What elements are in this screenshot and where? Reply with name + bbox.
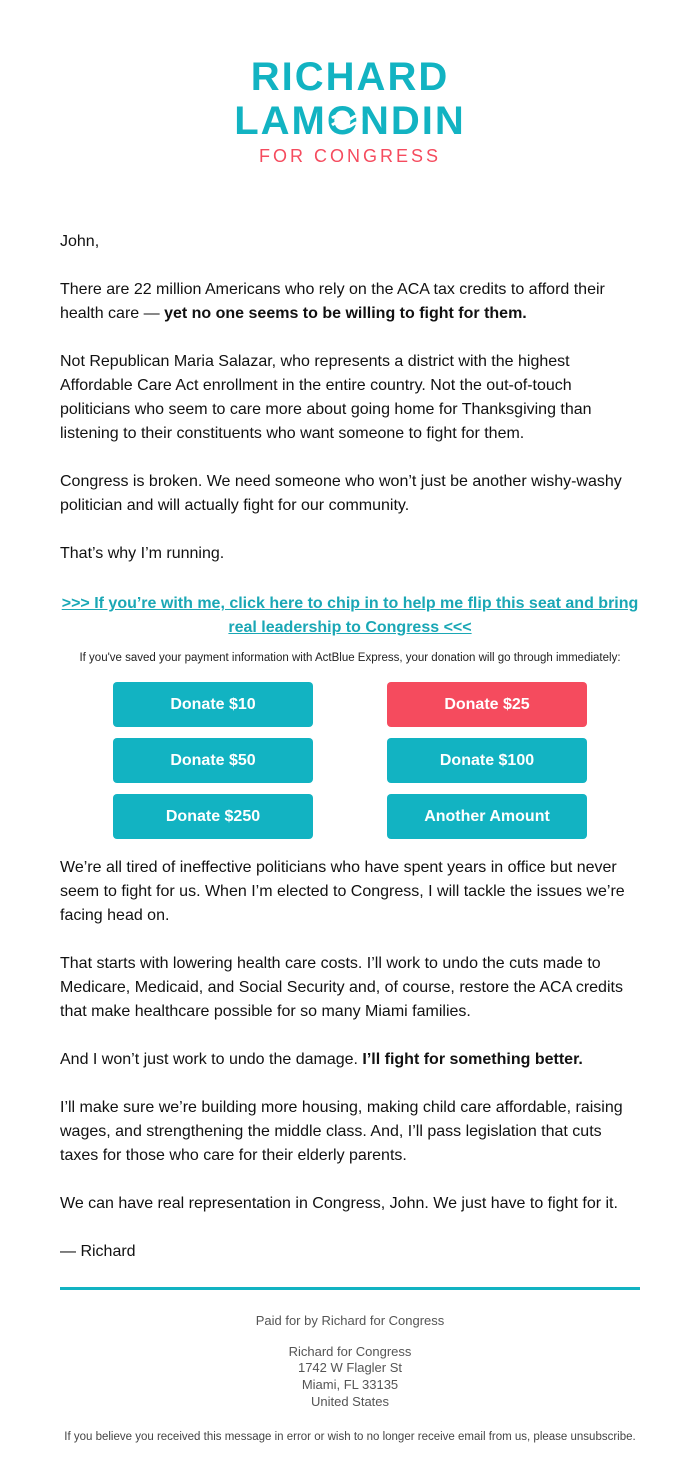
paragraph-ineffective: We’re all tired of ineffective politicians who have spent years in office but never seem to fight for us. When I’m elected to Congress, I will tackle the issues we’re facing head on. — [60, 859, 625, 924]
donate-50-button[interactable]: Donate $50 — [113, 738, 313, 783]
another-amount-button[interactable]: Another Amount — [387, 794, 587, 839]
signoff: — Richard — [60, 1243, 136, 1260]
email-body-main — [60, 856, 642, 1288]
footer-divider — [60, 1287, 640, 1290]
campaign-logo-graphic — [220, 52, 480, 172]
paragraph-congress-broken: Congress is broken. We need someone who won’t just be another wishy-washy politician and will actually fight for our community. — [60, 473, 622, 514]
paragraph-damage-text: And I won’t just work to undo the damage. — [60, 1051, 363, 1068]
footer-city: Miami, FL 33135 — [301, 1377, 399, 1392]
donate-10-button[interactable]: Donate $10 — [113, 682, 313, 727]
donate-cta — [52, 592, 648, 640]
campaign-logo — [0, 52, 700, 172]
footer-org-name: Richard for Congress — [288, 1344, 412, 1359]
donate-250-button[interactable]: Donate $250 — [113, 794, 313, 839]
paragraph-aca-text: There are 22 million Americans who rely on the ACA tax credits to afford their health care — — [60, 281, 605, 322]
donate-link[interactable]: >>> If you’re with me, click here to chip in to help me flip this seat and bring real leadership to Congress <<< — [61, 595, 639, 636]
donate-25-button[interactable]: Donate $25 — [387, 682, 587, 727]
paragraph-aca-bold: yet no one seems to be willing to fight for them. — [164, 305, 527, 322]
logo-line2: LAMONDIN — [234, 99, 466, 143]
donate-100-button[interactable]: Donate $100 — [387, 738, 587, 783]
logo-line3: FOR CONGRESS — [258, 146, 442, 166]
paragraph-salazar: Not Republican Maria Salazar, who represents a district with the highest Affordable Care Act enrollment in the entire country. Not the out-of-touch politicians who seem to care more about going home for Thanksgiving than listening to their constituents who want someone to fight for them. — [60, 353, 592, 442]
actblue-note: If you've saved your payment information with ActBlue Express, your donation will go through immediately: — [79, 652, 621, 664]
email-body-intro — [60, 230, 642, 590]
footer-street: 1742 W Flagler St — [297, 1360, 403, 1375]
unsubscribe-notice[interactable]: If you believe you received this message in error or wish to no longer receive email from us, please unsubscribe. — [64, 1431, 636, 1443]
paragraph-aca — [60, 278, 642, 326]
paragraph-health-costs: That starts with lowering health care costs. I’ll work to undo the cuts made to Medicare, Medicaid, and Social Security and, of course, restore the ACA credits that make healthcare possible for so many Miami families. — [60, 955, 623, 1020]
greeting: John, — [60, 233, 100, 250]
paragraph-running: That’s why I’m running. — [60, 545, 225, 562]
paragraph-damage — [60, 1048, 642, 1072]
paragraph-housing: I’ll make sure we’re building more housing, making child care affordable, raising wages, and strengthening the middle class. And, I’ll pass legislation that cuts taxes for those who care for their elderly parents. — [60, 1099, 623, 1164]
logo-line1: RICHARD — [250, 55, 450, 99]
paid-for-disclaimer: Paid for by Richard for Congress — [255, 1313, 445, 1328]
paragraph-representation: We can have real representation in Congress, John. We just have to fight for it. — [60, 1195, 618, 1212]
footer-country: United States — [310, 1394, 390, 1409]
paragraph-damage-bold: I’ll fight for something better. — [362, 1051, 583, 1068]
